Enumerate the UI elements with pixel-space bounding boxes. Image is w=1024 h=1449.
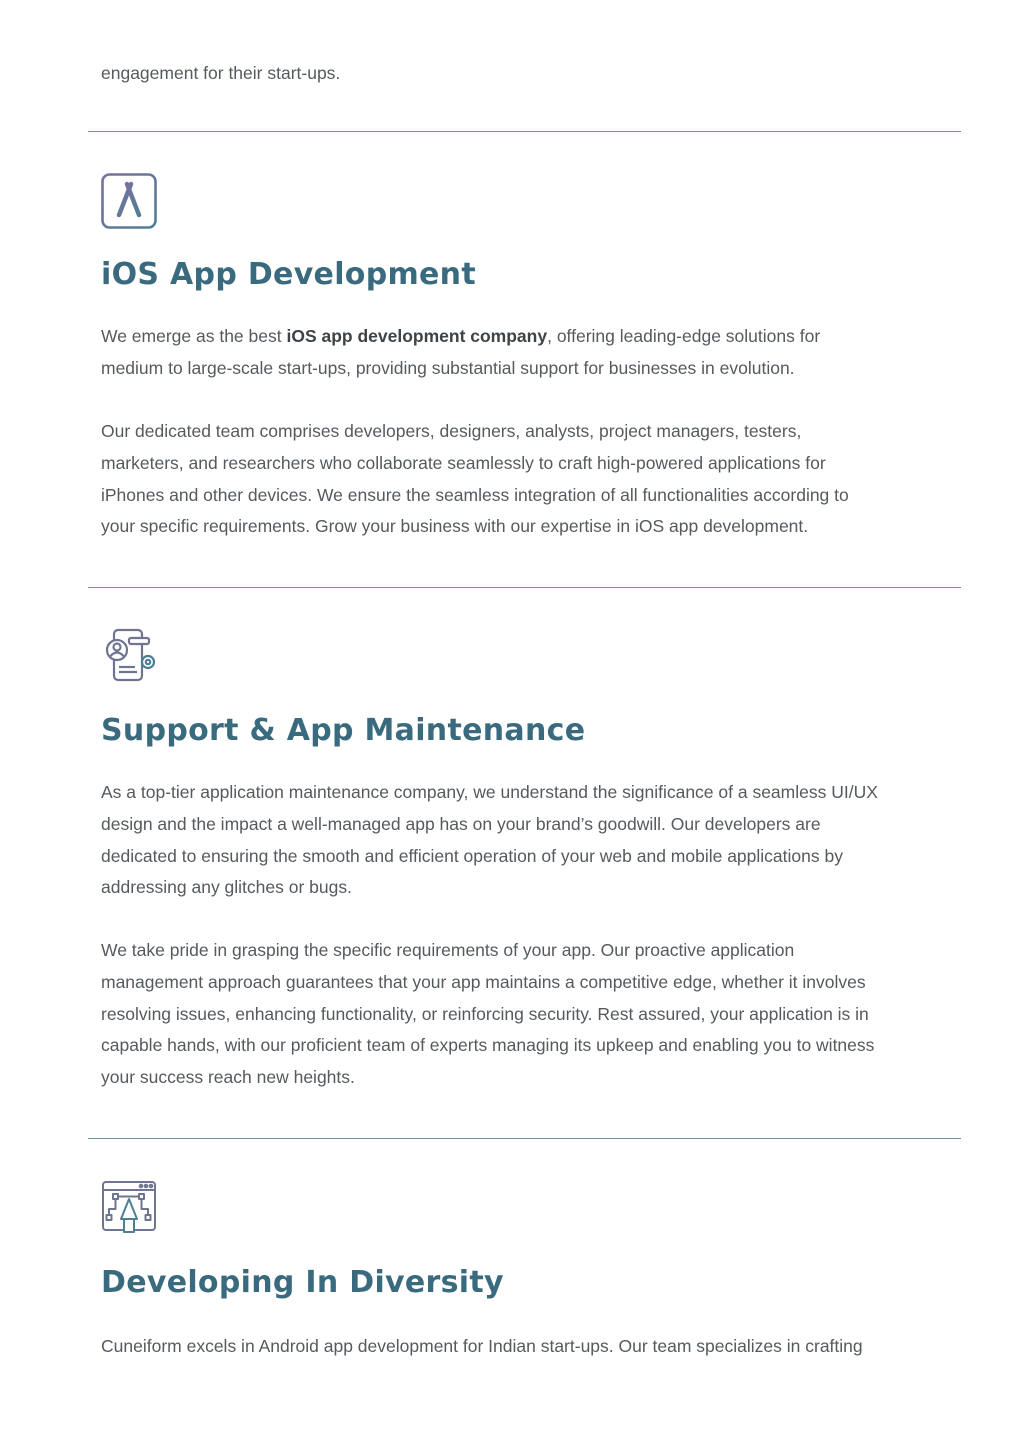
section-title: Developing In Diversity xyxy=(101,1265,504,1300)
section-title: Support & App Maintenance xyxy=(101,713,586,748)
section-paragraph: Cuneiform excels in Android app development for Indian start-ups. Our team specializes in crafting xyxy=(101,1336,863,1356)
section-paragraph: We emerge as the best iOS app development company, offering leading-edge solutions for medium to large-scale start-ups, providing substantial support for businesses in evolution. xyxy=(101,326,821,378)
section-paragraph: Our dedicated team comprises developers, designers, analysts, project managers, testers, marketers, and researchers who collaborate seamlessly to craft high-powered applications for iPhones and other devices. We ensure the seamless integration of all functionalities according to your specific requirements. Grow your business with our expertise in iOS app development. xyxy=(101,421,849,537)
intro-text: engagement for their start-ups. xyxy=(101,63,341,83)
design-workflow-icon xyxy=(101,1179,157,1235)
section-divider xyxy=(88,1138,961,1139)
bold-link-text: iOS app development company xyxy=(286,326,548,346)
section-paragraph: We take pride in grasping the specific requirements of your app. Our proactive application management approach guarantees that your app maintains a competitive edge, whether it involves resolving issues, enhancing functionality, or reinforcing security. Rest assured, your application is in capable hands, with our proficient team of experts managing its upkeep and enabling you to witness your success reach new heights. xyxy=(101,940,875,1088)
section-paragraph: As a top-tier application maintenance company, we understand the significance of a seamless UI/UX design and the impact a well-managed app has on your brand’s goodwill. Our developers are dedicated to ensuring the smooth and efficient operation of your web and mobile applications by addressing any glitches or bugs. xyxy=(101,782,878,898)
section-divider xyxy=(88,587,961,588)
section-title: iOS App Development xyxy=(101,257,476,292)
section-divider xyxy=(88,131,961,132)
app-store-icon xyxy=(101,173,157,229)
app-maintenance-icon xyxy=(101,628,157,684)
